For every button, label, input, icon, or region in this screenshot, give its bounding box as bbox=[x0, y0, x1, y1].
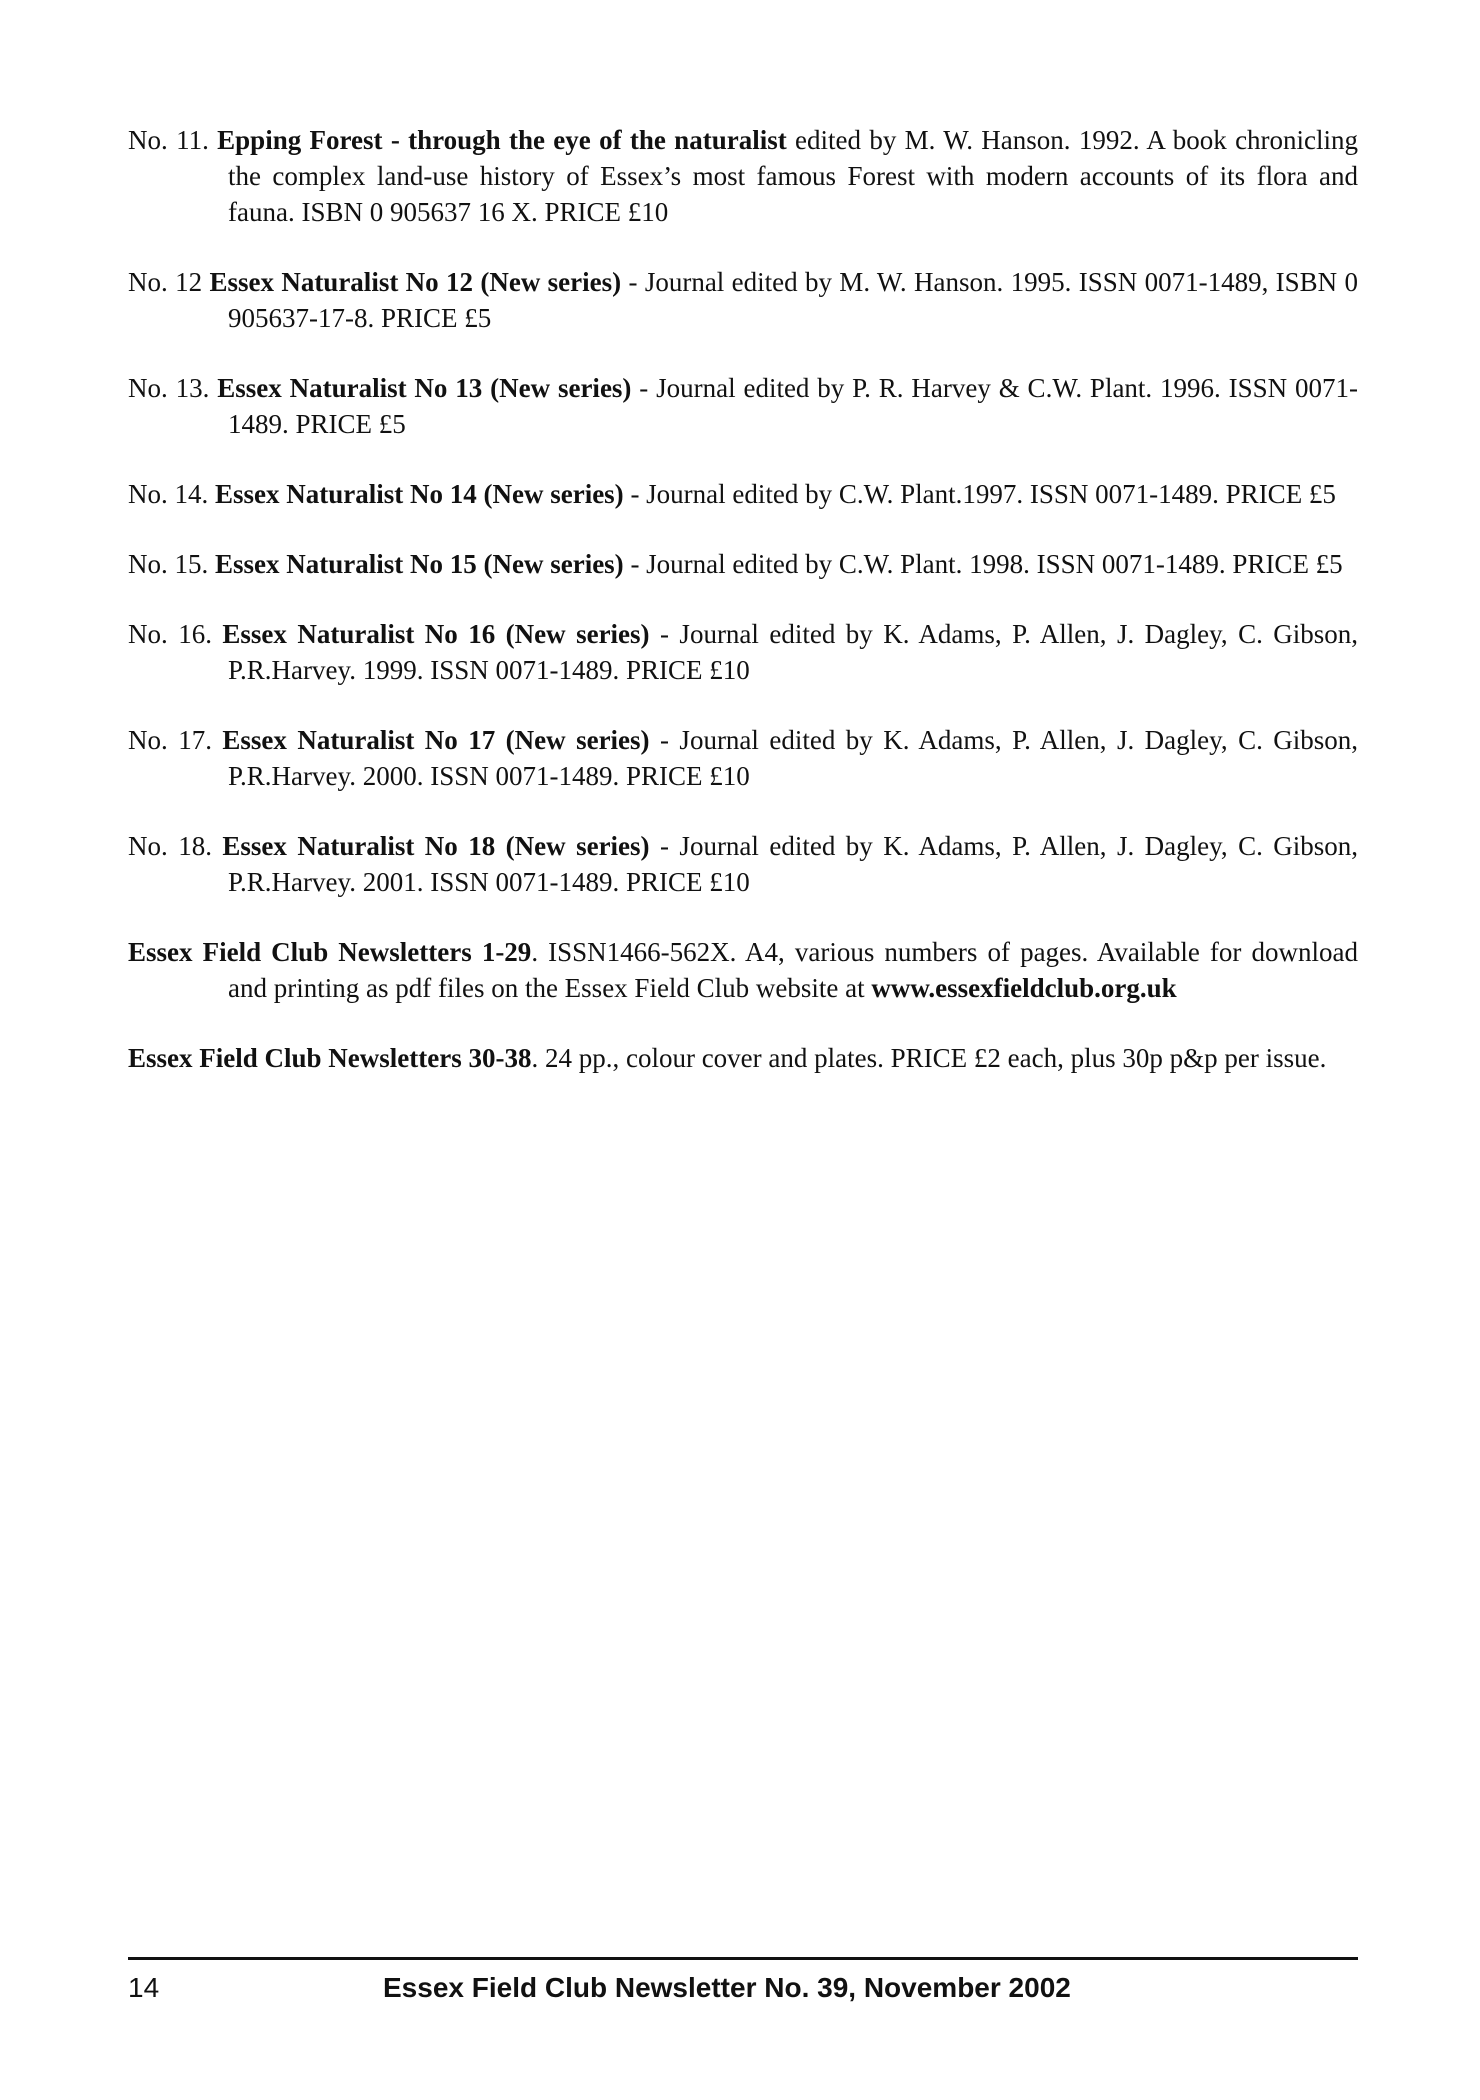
entry-number: No. 15. bbox=[128, 549, 209, 579]
entry-title: Essex Naturalist No 17 (New series) bbox=[222, 725, 650, 755]
newsletters-1-29-entry bbox=[128, 934, 1358, 1006]
footer-title: Essex Field Club Newsletter No. 39, November 2002 bbox=[383, 1972, 1071, 2003]
publication-entry bbox=[128, 616, 1358, 688]
entry-number: No. 11. bbox=[128, 125, 209, 155]
entry-title: Essex Naturalist No 16 (New series) bbox=[222, 619, 650, 649]
entry-number: No. 17. bbox=[128, 725, 212, 755]
publication-entry bbox=[128, 264, 1358, 336]
entry-text: - Journal edited by K. Adams, P. Allen, J. Dagley, C. Gibson, P.R.Harvey. 1999. ISSN 0071-1489. PRICE £10 bbox=[228, 619, 1359, 685]
publication-entry bbox=[128, 828, 1358, 900]
publication-entry bbox=[128, 476, 1358, 512]
page-number: 14 bbox=[128, 1972, 160, 2003]
entry-number: No. 12 bbox=[128, 267, 203, 297]
publication-entry bbox=[128, 122, 1358, 230]
entry-text: . 24 pp., colour cover and plates. PRICE £2 each, plus 30p p&p per issue. bbox=[531, 1043, 1327, 1073]
publication-entry bbox=[128, 722, 1358, 794]
entry-text: - Journal edited by C.W. Plant.1997. ISSN 0071-1489. PRICE £5 bbox=[630, 479, 1336, 509]
entry-text: . ISSN1466-562X. A4, various numbers of pages. Available for download and printing as pdf files on the Essex Field Club website at bbox=[228, 937, 1358, 1003]
entry-title: Essex Field Club Newsletters 30-38 bbox=[128, 1043, 532, 1073]
entry-text: - Journal edited by C.W. Plant. 1998. ISSN 0071-1489. PRICE £5 bbox=[630, 549, 1343, 579]
entry-title: Essex Naturalist No 14 (New series) bbox=[215, 479, 624, 509]
entry-title: Essex Naturalist No 18 (New series) bbox=[222, 831, 650, 861]
publication-entry bbox=[128, 546, 1358, 582]
entry-title: Essex Naturalist No 13 (New series) bbox=[217, 373, 632, 403]
entry-text: - Journal edited by P. R. Harvey & C.W. Plant. 1996. ISSN 0071-1489. PRICE £5 bbox=[228, 373, 1359, 439]
entry-text: - Journal edited by K. Adams, P. Allen, J. Dagley, C. Gibson, P.R.Harvey. 2000. ISSN 0071-1489. PRICE £10 bbox=[228, 725, 1359, 791]
entry-number: No. 13. bbox=[128, 373, 210, 403]
entry-title: Essex Naturalist No 15 (New series) bbox=[215, 549, 624, 579]
entry-text: - Journal edited by K. Adams, P. Allen, J. Dagley, C. Gibson, P.R.Harvey. 2001. ISSN 0071-1489. PRICE £10 bbox=[228, 831, 1359, 897]
footer-divider bbox=[128, 1957, 1358, 1960]
entry-title: Epping Forest - through the eye of the naturalist bbox=[217, 125, 787, 155]
publication-list bbox=[128, 122, 1358, 1110]
entry-number: No. 14. bbox=[128, 479, 209, 509]
entry-title: Essex Naturalist No 12 (New series) bbox=[209, 267, 622, 297]
page-footer bbox=[128, 1968, 1358, 2008]
entry-text: - Journal edited by M. W. Hanson. 1995. ISSN 0071-1489, ISBN 0 905637-17-8. PRICE £5 bbox=[228, 267, 1359, 333]
newsletters-30-38-entry bbox=[128, 1040, 1358, 1076]
entry-text: edited by M. W. Hanson. 1992. A book chronicling the complex land-use history of Essex’s most famous Forest with modern accounts of its flora and fauna. ISBN 0 905637 16 X. PRICE £10 bbox=[228, 125, 1359, 227]
website-link[interactable]: www.essexfieldclub.org.uk bbox=[871, 973, 1177, 1003]
entry-number: No. 16. bbox=[128, 619, 212, 649]
publication-entry bbox=[128, 370, 1358, 442]
entry-number: No. 18. bbox=[128, 831, 212, 861]
entry-title: Essex Field Club Newsletters 1-29 bbox=[128, 937, 532, 967]
